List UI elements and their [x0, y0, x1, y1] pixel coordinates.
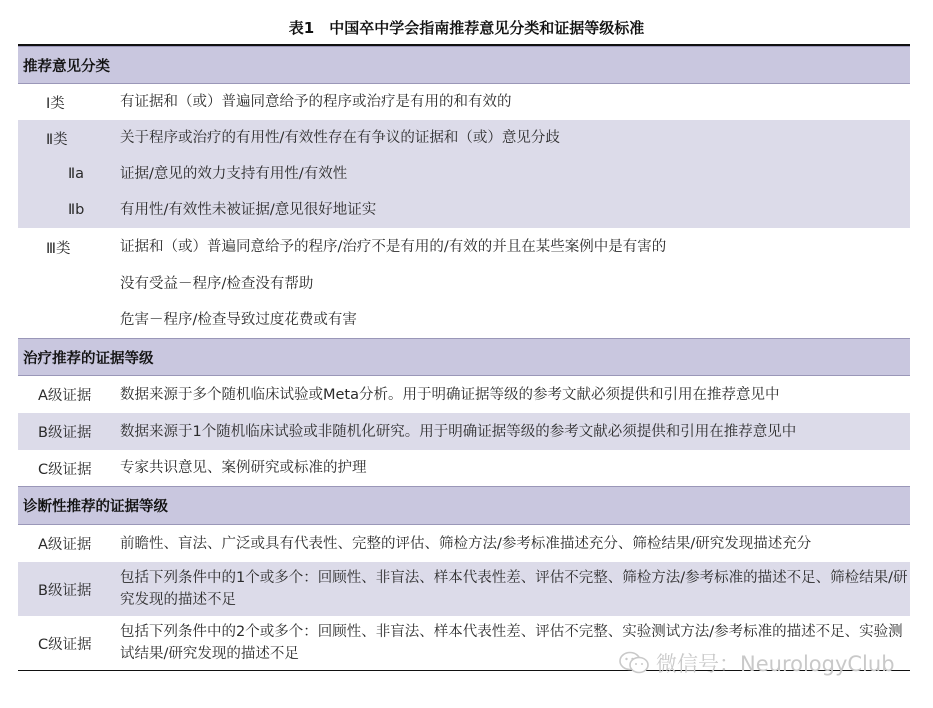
row-text: 专家共识意见、案例研究或标准的护理: [120, 460, 367, 476]
watermark-text: 微信号：NeurologyClub: [656, 652, 895, 676]
table-row: [18, 228, 910, 266]
section-header-label: 诊断性推荐的证据等级: [23, 499, 168, 515]
section-header-label: 治疗推荐的证据等级: [23, 350, 154, 367]
row-text: 有证据和（或）普遍同意给予的程序或治疗是有用的和有效的: [120, 94, 512, 110]
row-text: 包括下列条件中的2个或多个：回顾性、非盲法、样本代表性差、评估不完整、实验测试方法/参考标准的描述不足、实验测试结果/研究发现的描述不足: [120, 624, 903, 662]
row-text: 数据来源于多个随机临床试验或Meta分析。用于明确证据等级的参考文献必须提供和引用在推荐意见中: [120, 386, 780, 403]
table-row: [18, 450, 910, 486]
wechat-watermark: [618, 648, 895, 678]
table-row: [18, 120, 910, 156]
row-label: Ⅱb: [68, 202, 85, 218]
table-row: [18, 266, 910, 302]
row-label: Ⅱ类: [46, 131, 68, 148]
row-label: B级证据: [38, 582, 92, 599]
row-text: 危害－程序/检查导致过度花费或有害: [120, 312, 357, 328]
table-row: [18, 525, 910, 562]
section-header-treatment-evidence: [18, 338, 910, 376]
row-label: C级证据: [38, 461, 92, 478]
row-text: 证据/意见的效力支持有用性/有效性: [120, 166, 348, 182]
row-text: 前瞻性、盲法、广泛或具有代表性、完整的评估、筛检方法/参考标准描述充分、筛检结果/研究发现描述充分: [120, 535, 812, 552]
table-row: [18, 156, 910, 192]
row-label: Ⅲ类: [46, 240, 71, 257]
table-row: [18, 562, 910, 616]
section-header-label: 推荐意见分类: [23, 58, 110, 75]
row-text: 有用性/有效性未被证据/意见很好地证实: [120, 202, 377, 218]
table-row: [18, 192, 910, 228]
row-label: A级证据: [38, 537, 92, 553]
recommendation-table: [18, 44, 910, 671]
section-header-diagnostic-evidence: [18, 486, 910, 525]
row-label: B级证据: [38, 425, 92, 441]
row-label: A级证据: [38, 388, 92, 404]
row-text: 证据和（或）普遍同意给予的程序/治疗不是有用的/有效的并且在某些案例中是有害的: [120, 239, 667, 255]
table-row: [18, 413, 910, 450]
row-label: Ⅱa: [68, 166, 85, 182]
row-text: 没有受益－程序/检查没有帮助: [120, 276, 314, 292]
row-label: C级证据: [38, 636, 92, 653]
wechat-icon: [618, 650, 650, 676]
table-title: 表1 中国卒中学会指南推荐意见分类和证据等级标准: [288, 19, 645, 37]
row-text: 包括下列条件中的1个或多个：回顾性、非盲法、样本代表性差、评估不完整、筛检方法/参考标准的描述不足、筛检结果/研究发现的描述不足: [120, 570, 908, 608]
table-row: [18, 376, 910, 413]
row-text: 关于程序或治疗的有用性/有效性存在有争议的证据和（或）意见分歧: [120, 130, 560, 146]
table-row: [18, 84, 910, 120]
row-text: 数据来源于1个随机临床试验或非随机化研究。用于明确证据等级的参考文献必须提供和引用在推荐意见中: [120, 423, 797, 440]
section-header-recommendation-class: [18, 46, 910, 84]
table-row: [18, 302, 910, 338]
row-label: Ⅰ类: [46, 95, 65, 112]
